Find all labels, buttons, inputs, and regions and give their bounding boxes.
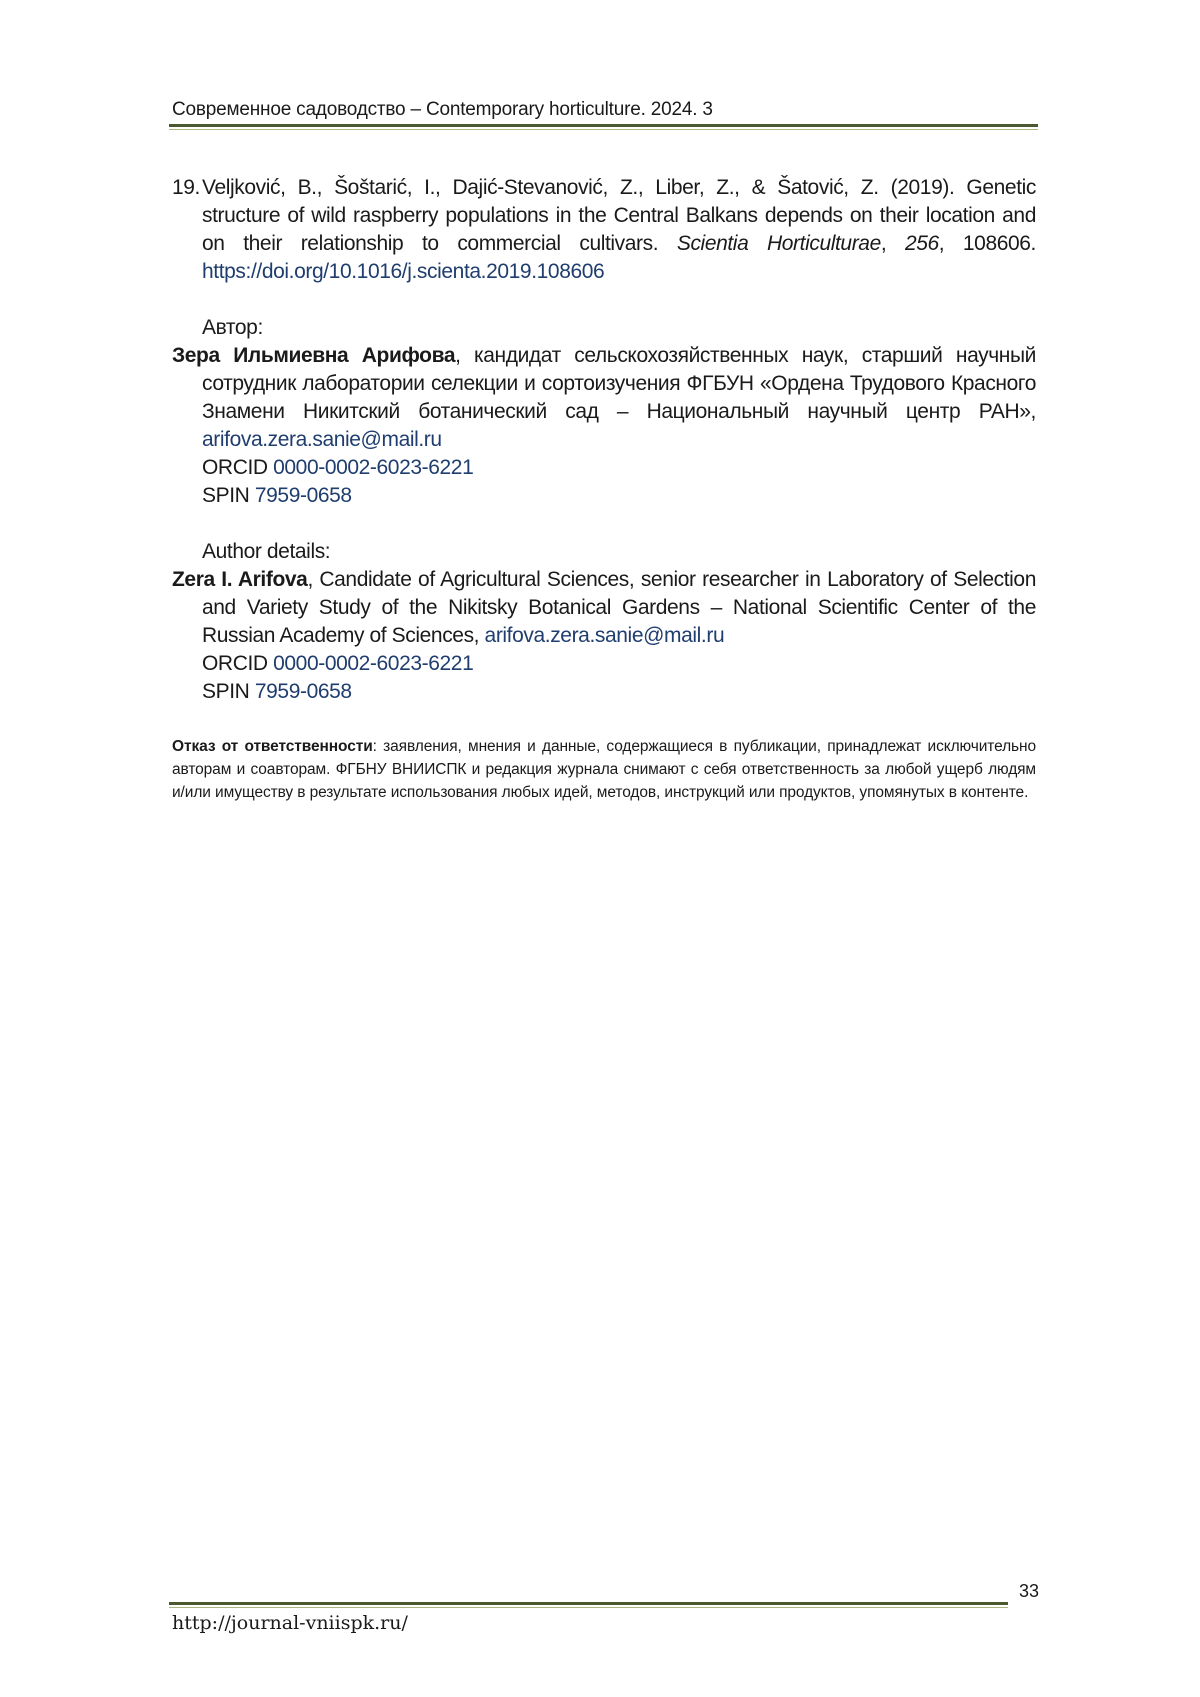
footer-rule-light bbox=[169, 1607, 1008, 1608]
author-en-email-link[interactable]: arifova.zera.sanie@mail.ru bbox=[484, 624, 725, 647]
author-ru-orcid-line bbox=[172, 454, 1036, 482]
reference-number: 19. bbox=[172, 176, 200, 199]
reference-entry bbox=[172, 174, 1036, 286]
author-en-spin-line bbox=[172, 678, 1036, 706]
author-en-section bbox=[172, 538, 1036, 706]
author-ru-name: Зера Ильмиевна Арифова bbox=[172, 344, 456, 367]
author-ru-description: , кандидат сельскохозяйственных наук, старший научный сотрудник лаборатории селекции и сортоизучения ФГБУН «Ордена Трудового Красного Знамени Никитский ботанический сад – Национальный научный центр РАН», bbox=[202, 344, 1036, 423]
header-rule-dark bbox=[169, 124, 1038, 127]
author-en-spin-link[interactable]: 7959-0658 bbox=[254, 680, 352, 703]
author-en-heading: Author details: bbox=[202, 540, 331, 563]
author-ru-section bbox=[172, 314, 1036, 510]
author-ru-orcid-link[interactable]: 0000-0002-6023-6221 bbox=[273, 456, 474, 479]
reference-journal: Scientia Horticulturae bbox=[676, 232, 881, 255]
author-ru-heading: Автор: bbox=[202, 316, 263, 339]
author-ru-spin-label: SPIN bbox=[202, 484, 250, 507]
reference-volume: 256 bbox=[904, 232, 939, 255]
reference-body bbox=[202, 174, 1036, 286]
author-en-spin-label: SPIN bbox=[202, 680, 250, 703]
author-ru-entry bbox=[172, 342, 1036, 454]
reference-sep: , bbox=[880, 232, 905, 255]
author-ru-orcid-label: ORCID bbox=[202, 456, 268, 479]
author-en-orcid-line bbox=[172, 650, 1036, 678]
footer-url[interactable]: http://journal-vniispk.ru/ bbox=[172, 1612, 408, 1634]
footer-rule-dark bbox=[169, 1602, 1008, 1605]
author-en-name: Zera I. Arifova bbox=[172, 568, 308, 591]
disclaimer bbox=[172, 735, 1036, 804]
author-en-description: , Candidate of Agricultural Sciences, senior researcher in Laboratory of Selection and Variety Study of the Nikitsky Botanical Gardens – National Scientific Center of the Russian Academy of Sciences, bbox=[202, 568, 1036, 647]
author-ru-spin-link[interactable]: 7959-0658 bbox=[254, 484, 352, 507]
disclaimer-text: : заявления, мнения и данные, содержащиеся в публикации, принадлежат исключительно авторам и соавторам. ФГБНУ ВНИИСПК и редакция журнала снимают с себя ответственность за любой ущерб людям и/или имуществу в результате использования любых идей, методов, инструкций или продуктов, упомянутых в контенте. bbox=[172, 738, 1036, 801]
reference-doi-link[interactable]: https://doi.org/10.1016/j.scienta.2019.108606 bbox=[202, 260, 605, 283]
page-number: 33 bbox=[1019, 1581, 1040, 1601]
author-ru-spin-line bbox=[172, 482, 1036, 510]
reference-text: Veljković, B., Šoštarić, I., Dajić-Stevanović, Z., Liber, Z., & Šatović, Z. (2019). Genetic structure of wild raspberry populations in the Central Balkans depends on their location and on their relationship to commercial cultivars. bbox=[202, 176, 1036, 255]
header-rule-light bbox=[169, 129, 1038, 130]
author-en-orcid-label: ORCID bbox=[202, 652, 268, 675]
author-ru-email-link[interactable]: arifova.zera.sanie@mail.ru bbox=[202, 428, 442, 451]
author-en-orcid-link[interactable]: 0000-0002-6023-6221 bbox=[273, 652, 474, 675]
author-en-entry bbox=[172, 566, 1036, 650]
reference-pages: , 108606. bbox=[938, 232, 1036, 255]
running-header: Современное садоводство – Contemporary horticulture. 2024. 3 bbox=[172, 99, 713, 120]
disclaimer-label: Отказ от ответственности bbox=[172, 738, 373, 755]
